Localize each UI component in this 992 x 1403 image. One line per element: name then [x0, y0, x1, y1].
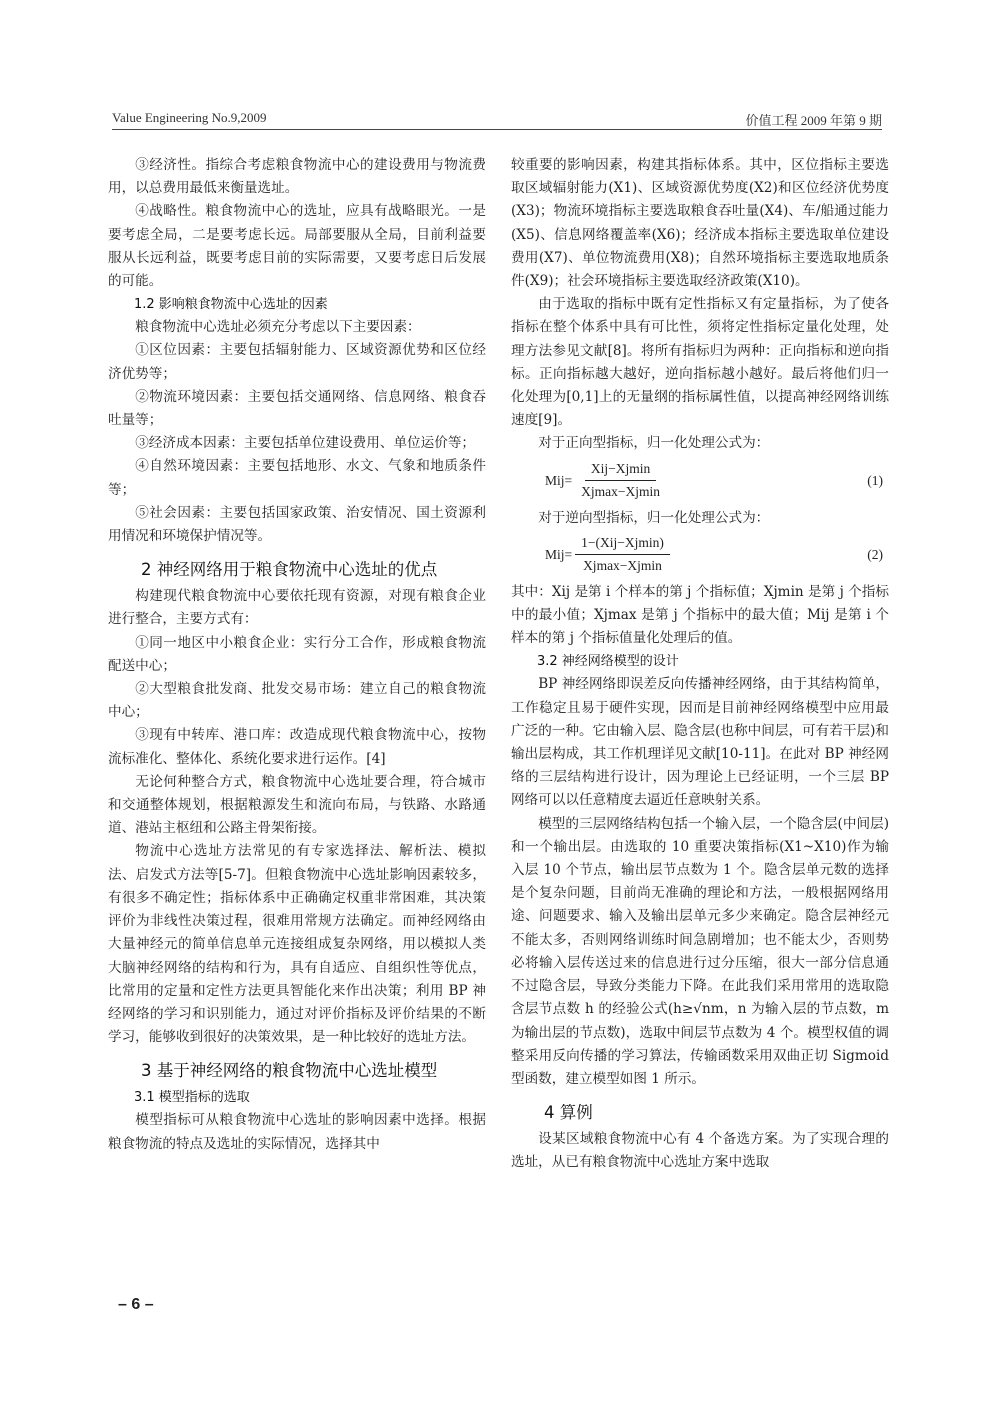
equation-number: (1): [867, 472, 883, 488]
left-paragraph: 构建现代粮食物流中心要依托现有资源，对现有粮食企业进行整合，主要方式有：: [108, 588, 486, 628]
right-section-heading: 4 算例: [544, 1103, 593, 1123]
right-subsection-heading: 3.2 神经网络模型的设计: [537, 654, 679, 670]
left-paragraph: ③现有中转库、港口库：改造成现代粮食物流中心，按物流标准化、整体化、系统化要求进行运作。[4]: [108, 727, 486, 767]
left-paragraph: ①区位因素：主要包括辐射能力、区域资源优势和区位经济优势等；: [108, 342, 486, 382]
left-paragraph: 物流中心选址方法常见的有专家选择法、解析法、模拟法、启发式方法等[5-7]。但粮食物流中心选址影响因素较多，有很多不确定性；指标体系中正确确定权重非常困难，其决策评价为非线性决策过程，很难用常规方法确定。而神经网络由大量神经元的简单信息单元连接组成复杂网络，用以模拟人类大脑神经网络的结构和行为，具有自适应、自组织性等优点，比常用的定量和定性方法更具智能化来作出决策；利用 BP 神经网络的学习和识别能力，通过对评价指标及评价结果的不断学习，能够收到很好的决策效果，是一种比较好的选址方法。: [108, 843, 486, 1046]
right-paragraph: 由于选取的指标中既有定性指标又有定量指标，为了使各指标在整个体系中具有可比性，须将定性指标定量化处理，处理方法参见文献[8]。将所有指标归为两种：正向指标和逆向指标。正向指标越大越好，逆向指标越小越好。最后将他们归一化处理为[0,1]上的无量纲的指标属性值，以提高神经网络训练速度[9]。: [511, 296, 889, 429]
left-paragraph: ②大型粮食批发商、批发交易市场：建立自己的粮食物流中心；: [108, 681, 486, 721]
page-number: – 6 –: [118, 1296, 154, 1313]
right-paragraph: 较重要的影响因素，构建其指标体系。其中，区位指标主要选取区域辐射能力(X1)、区域资源优势度(X2)和区位经济优势度(X3)；物流环境指标主要选取粮食吞吐量(X4)、车/船通过能力(X5)、信息网络覆盖率(X6)；经济成本指标主要选取单位建设费用(X7)、单位物流费用(X8)；自然环境指标主要选取地质条件(X9)；社会环境指标主要选取经济政策(X10)。: [511, 157, 889, 290]
header-journal-en: Value Engineering No.9,2009: [112, 110, 267, 125]
right-paragraph: 模型的三层网络结构包括一个输入层，一个隐含层(中间层)和一个输出层。由选取的 10 重要决策指标(X1~X10)作为输入层 10 个节点，输出层节点数为 1 个。隐含层单元数的选择是个复杂问题，目前尚无准确的理论和方法，一般根据网络用途、问题要求、输入及输出层单元多少来确定。隐含层神经元不能太多，否则网络训练时间急剧增加；也不能太少，否则势必将输入层传送过来的信息进行过分压缩，很大一部分信息通不过隐含层，导致分类能力下降。在此我们采用常用的选取隐含层节点数 h 的经验公式(h≥√nm，n 为输入层的节点数，m 为输出层的节点数)，选取中间层节点数为 4 个。模型权值的调整采用反向传播的学习算法，传输函数采用双曲正切 Sigmoid 型函数，建立模型如图 1 所示。: [511, 815, 889, 1087]
equation-fraction: [575, 534, 670, 575]
fraction-numerator: Xij−Xjmin: [585, 460, 656, 481]
left-paragraph: 粮食物流中心选址必须充分考虑以下主要因素：: [135, 319, 421, 336]
left-paragraph: ③经济性。指综合考虑粮食物流中心的建设费用与物流费用，以总费用最低来衡量选址。: [108, 157, 486, 197]
left-subsection-heading: 3.1 模型指标的选取: [134, 1090, 250, 1106]
equation-lhs: Mij=: [545, 472, 573, 488]
right-paragraph: 设某区域粮食物流中心有 4 个备选方案。为了实现合理的选址，从已有粮食物流中心选址方案中选取: [511, 1131, 889, 1171]
left-section-heading: 2 神经网络用于粮食物流中心选址的优点: [141, 560, 438, 580]
left-paragraph: 模型指标可从粮食物流中心选址的影响因素中选择。根据粮食物流的特点及选址的实际情况，选择其中: [108, 1112, 486, 1152]
right-equation: [511, 534, 889, 575]
fraction-numerator: 1−(Xij−Xjmin): [575, 534, 670, 555]
left-section-heading: 3 基于神经网络的粮食物流中心选址模型: [141, 1061, 438, 1081]
left-subsection-heading: 1.2 影响粮食物流中心选址的因素: [134, 297, 328, 313]
right-paragraph: 对于逆向型指标，归一化处理公式为：: [538, 509, 770, 526]
right-paragraph: 对于正向型指标，归一化处理公式为：: [538, 435, 770, 452]
left-paragraph: ①同一地区中小粮食企业：实行分工合作，形成粮食物流配送中心；: [108, 634, 486, 674]
left-paragraph: ②物流环境因素：主要包括交通网络、信息网络、粮食吞吐量等；: [108, 388, 486, 429]
header-journal-cn: 价值工程 2009 年第 9 期: [745, 113, 882, 128]
left-paragraph: ⑤社会因素：主要包括国家政策、治安情况、国土资源利用情况和环境保护情况等。: [108, 504, 486, 545]
equation-lhs: Mij=: [545, 546, 573, 562]
right-equation: [511, 460, 889, 501]
left-column: [108, 154, 486, 1156]
left-paragraph: 无论何种整合方式，粮食物流中心选址要合理，符合城市和交通整体规划，根据粮源发生和流向布局，与铁路、水路通道、港站主枢纽和公路主骨架衔接。: [108, 773, 486, 837]
fraction-denominator: Xjmax−Xjmin: [583, 557, 662, 573]
equation-number: (2): [867, 546, 883, 562]
running-header: [112, 110, 882, 130]
equation-fraction: [575, 460, 666, 501]
right-paragraph: 其中：Xij 是第 i 个样本的第 j 个指标值；Xjmin 是第 j 个指标中的最小值；Xjmax 是第 j 个指标中的最大值；Mij 是第 i 个样本的第 j 个指标值量化处理后的值。: [511, 583, 889, 647]
header-rule: [112, 129, 882, 130]
fraction-denominator: Xjmax−Xjmin: [581, 483, 660, 499]
left-paragraph: ④自然环境因素：主要包括地形、水文、气象和地质条件等；: [108, 458, 486, 498]
left-paragraph: ③经济成本因素：主要包括单位建设费用、单位运价等；: [135, 435, 476, 452]
right-column: [511, 154, 889, 1175]
left-paragraph: ④战略性。粮食物流中心的选址，应具有战略眼光。一是要考虑全局，二是要考虑长远。局部要服从全局，目前利益要服从长远利益，既要考虑目前的实际需要，又要考虑日后发展的可能。: [108, 203, 486, 290]
right-paragraph: BP 神经网络即误差反向传播神经网络，由于其结构简单，工作稳定且易于硬件实现，因而是目前神经网络模型中应用最广泛的一种。它由输入层、隐含层(也称中间层，可有若干层)和输出层构成，其工作机理详见文献[10-11]。在此对 BP 神经网络的三层结构进行设计，因为理论上已经证明，一个三层 BP 网络可以以任意精度去逼近任意映射关系。: [511, 676, 889, 809]
